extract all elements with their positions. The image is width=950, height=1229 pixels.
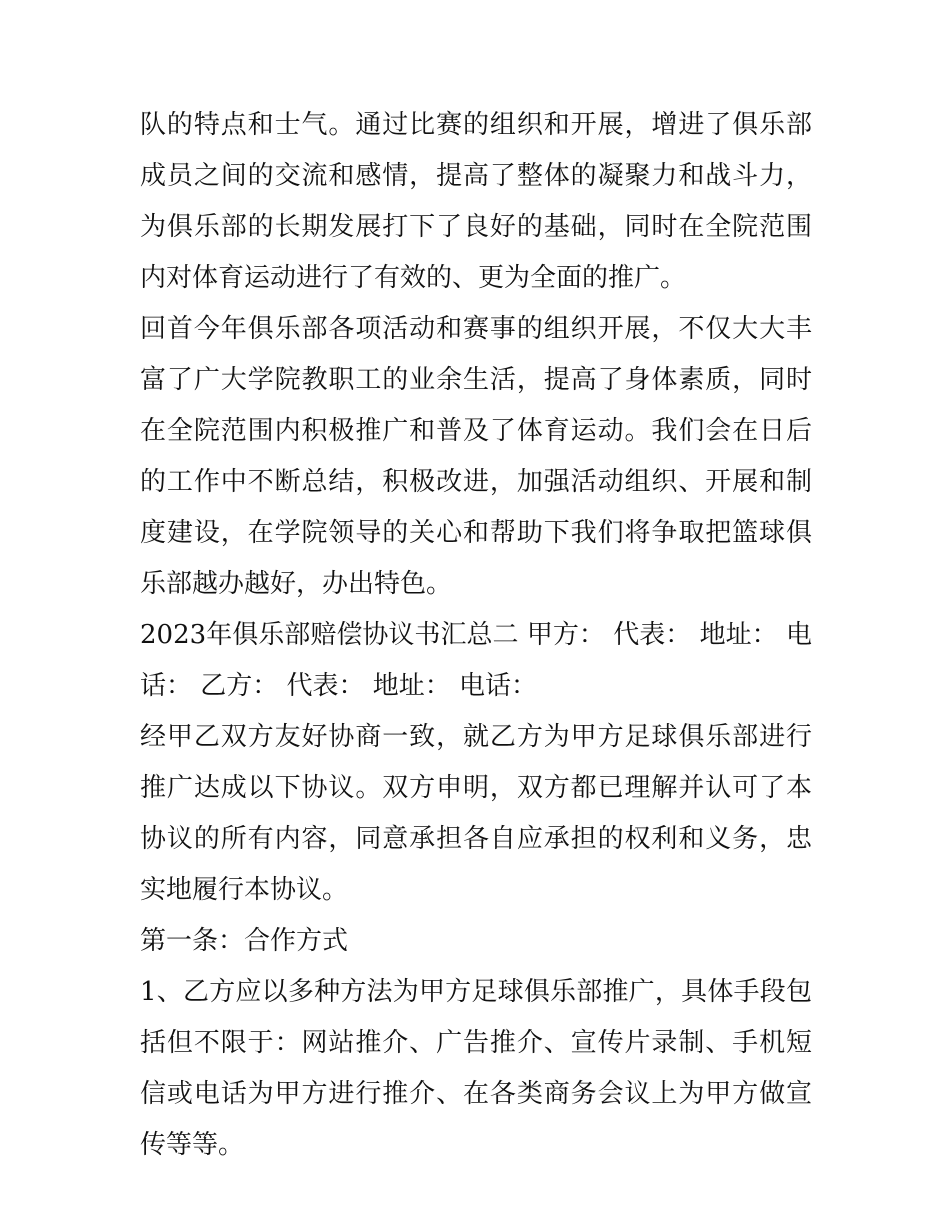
paragraph-club-events-summary: 队的特点和士气。通过比赛的组织和开展，增进了俱乐部成员之间的交流和感情，提高了整体的凝聚力和战斗力，为俱乐部的长期发展打下了良好的基础，同时在全院范围内对体育运动进行了有效的、更为全面的推广。 bbox=[140, 110, 812, 293]
section-heading-cooperation: 第一条：合作方式 bbox=[140, 926, 349, 956]
paragraph-agreement-heading: 2023年俱乐部赔偿协议书汇总二 甲方： 代表： 地址： 电话： 乙方： 代表： 地址： 电话： bbox=[140, 620, 812, 701]
paragraph-clause-1: 1、乙方应以多种方法为甲方足球俱乐部推广，具体手段包括但不限于：网站推介、广告推介、宣传片录制、手机短信或电话为甲方进行推介、在各类商务会议上为甲方做宣传等等。 bbox=[140, 977, 812, 1160]
paragraph-year-review: 回首今年俱乐部各项活动和赛事的组织开展，不仅大大丰富了广大学院教职工的业余生活，提高了身体素质，同时在全院范围内积极推广和普及了体育运动。我们会在日后的工作中不断总结，积极改进，加强活动组织、开展和制度建设，在学院领导的关心和帮助下我们将争取把篮球俱乐部越办越好，办出特色。 bbox=[140, 314, 812, 599]
paragraph-agreement-intro: 经甲乙双方友好协商一致，就乙方为甲方足球俱乐部进行推广达成以下协议。双方申明，双方都已理解并认可了本协议的所有内容，同意承担各自应承担的权利和义务，忠实地履行本协议。 bbox=[140, 722, 812, 905]
document-body bbox=[140, 100, 812, 1171]
